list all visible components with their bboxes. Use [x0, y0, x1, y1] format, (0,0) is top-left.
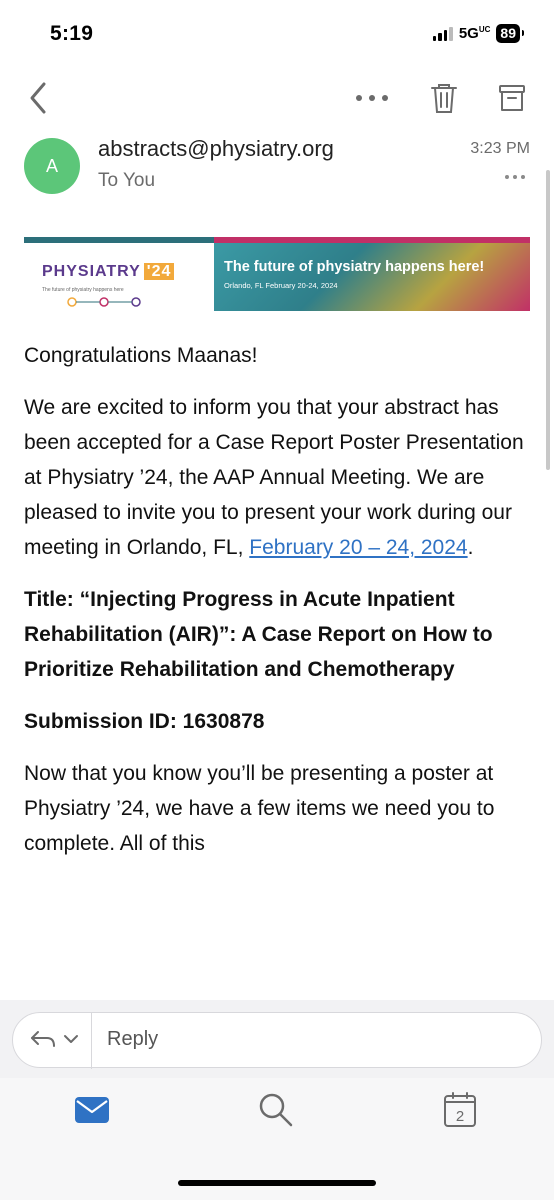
- message-body: [24, 338, 530, 878]
- status-bar: [0, 0, 554, 70]
- tab-search[interactable]: [256, 1090, 296, 1130]
- message-header: [0, 126, 554, 216]
- event-banner-image: [24, 237, 530, 311]
- archive-button[interactable]: [492, 78, 532, 118]
- body-paragraph: We are excited to inform you that your abstract has been accepted for a Case Report Poster Presentation at Physiatry ’24, the AAP Annual Meeting. We are pleased to invite you to present your work during our meeting in Orlando, FL, February 20 – 24, 2024.: [24, 396, 524, 559]
- date-link[interactable]: February 20 – 24, 2024: [249, 536, 468, 559]
- chevron-down-icon: [63, 1034, 79, 1044]
- trash-icon: [430, 82, 458, 114]
- banner-decoration-icon: [64, 295, 174, 309]
- banner-logo-panel: [24, 237, 214, 311]
- calendar-day: 2: [455, 1108, 465, 1125]
- back-chevron-icon: [28, 81, 48, 115]
- reply-divider: [91, 1013, 92, 1069]
- reply-input[interactable]: [12, 1012, 542, 1068]
- banner-subline: Orlando, FL February 20-24, 2024: [224, 281, 338, 290]
- greeting: Congratulations Maanas!: [24, 344, 258, 367]
- delete-button[interactable]: [424, 78, 464, 118]
- more-button[interactable]: [352, 78, 392, 118]
- body-paragraph-2: Now that you know you’ll be presenting a poster at Physiatry ’24, we have a few items we need you to complete. All of this: [24, 762, 495, 855]
- status-indicators: [433, 24, 520, 43]
- reply-arrow-icon: [29, 1027, 57, 1051]
- sender-address[interactable]: abstracts@physiatry.org: [98, 136, 334, 161]
- message-toolbar: [0, 70, 554, 126]
- message-time: 3:23 PM: [470, 140, 530, 157]
- more-icon: [355, 94, 389, 102]
- tab-mail[interactable]: [72, 1090, 112, 1130]
- banner-tagline: The future of physiatry happens here: [42, 287, 124, 293]
- scrollbar[interactable]: [546, 170, 550, 470]
- search-icon: [258, 1092, 294, 1128]
- battery-icon: 89: [496, 24, 520, 43]
- banner-logo: PHYSIATRY '24: [42, 263, 174, 281]
- recipient-label[interactable]: To You: [98, 170, 156, 191]
- status-time: 5:19: [50, 22, 94, 45]
- reply-options-button[interactable]: [29, 1027, 79, 1051]
- banner-headline: The future of physiatry happens here!: [224, 259, 485, 275]
- tab-calendar[interactable]: [440, 1090, 480, 1130]
- back-button[interactable]: [18, 78, 58, 118]
- signal-icon: [433, 26, 453, 41]
- network-label: $5G^{UC}$: [458, 25, 491, 42]
- mail-icon: [74, 1096, 110, 1124]
- reply-placeholder[interactable]: Reply: [107, 1028, 159, 1050]
- avatar[interactable]: A: [24, 138, 80, 194]
- abstract-title: Title: “Injecting Progress in Acute Inpatient Rehabilitation (AIR)”: A Case Report on How to Prioritize Rehabilitation and Chemotherapy: [24, 588, 493, 681]
- banner-photo-panel: [214, 237, 530, 311]
- header-more-icon[interactable]: [504, 170, 526, 184]
- archive-icon: [498, 83, 526, 113]
- calendar-icon: [443, 1092, 477, 1128]
- home-indicator: [178, 1180, 376, 1186]
- reply-bar: [0, 1000, 554, 1078]
- submission-id: Submission ID: 1630878: [24, 710, 265, 733]
